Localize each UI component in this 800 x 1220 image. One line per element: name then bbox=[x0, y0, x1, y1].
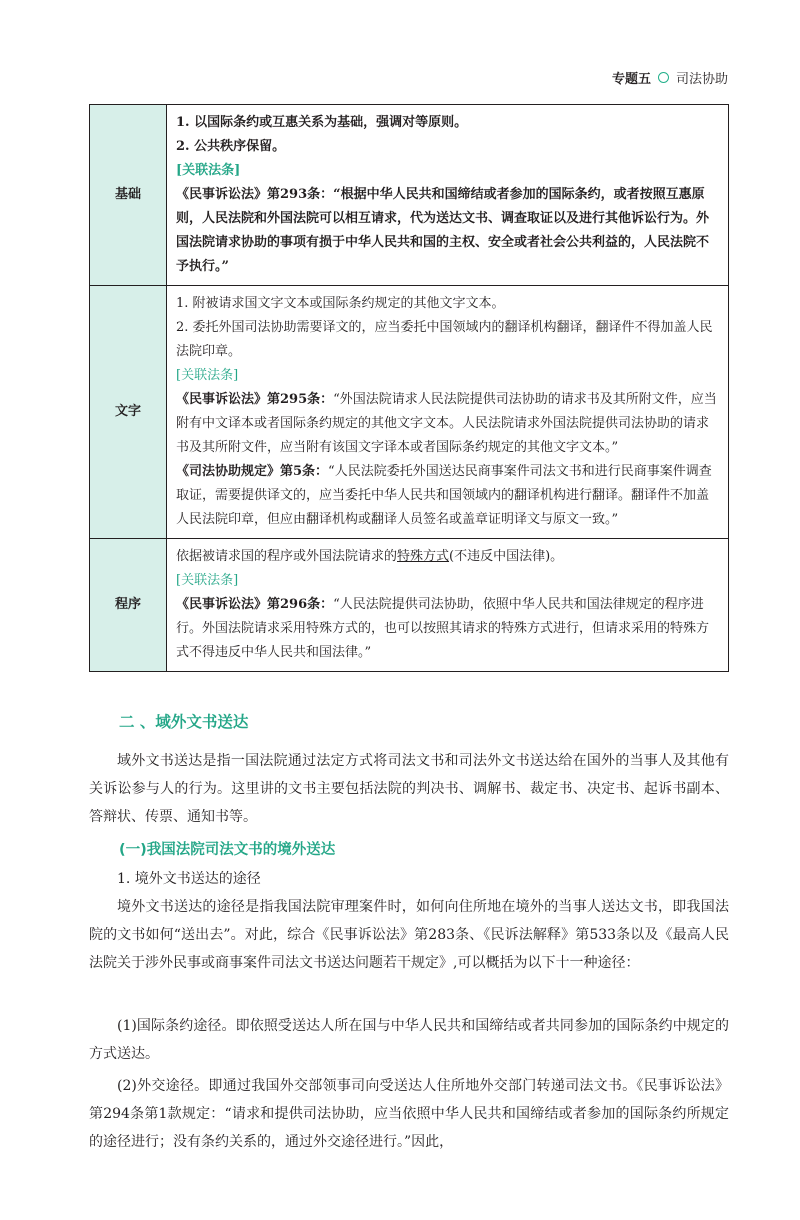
circle-icon bbox=[658, 72, 669, 83]
law-name: 《司法协助规定》第5条： bbox=[176, 464, 329, 479]
section-title: 二 、域外文书送达 bbox=[119, 713, 249, 731]
way-2-paragraph: (2)外交途径。即通过我国外交部领事司向受送达人住所地外交部门转递司法文书。《民事诉讼法》第294条第1款规定：“请求和提供司法协助，应当依照中华人民共和国缔结或者参加的国际条约所规定的途径进行；没有条约关系的，通过外交途径进行。”因此， bbox=[89, 1078, 729, 1150]
related-law-tag: [关联法条] bbox=[176, 368, 239, 383]
item-title: 1. 境外文书送达的途径 bbox=[117, 871, 261, 887]
basis-law-text bbox=[176, 183, 719, 279]
law-name: 《民事诉讼法》第295条： bbox=[176, 392, 334, 407]
law-quote: “人民法院提供司法协助，依照中华人民共和国法律规定的程序进行。外国法院请求采用特殊方式的，也可以按照其请求的特殊方式进行，但请求采用的特殊方式不得违反中华人民共和国法律。” bbox=[176, 597, 710, 660]
row-label-basis: 基础 bbox=[90, 105, 167, 286]
header-topic: 专题五 bbox=[611, 72, 651, 87]
related-law-tag: [关联法条] bbox=[176, 573, 239, 588]
way-1-paragraph: (1)国际条约途径。即依照受送达人所在国与中华人民共和国缔结或者共同参加的国际条约中规定的方式送达。 bbox=[89, 1018, 729, 1062]
language-point-1: 1. 附被请求国文字文本或国际条约规定的其他文字文本。 bbox=[176, 296, 505, 311]
basis-point-1: 1. 以国际条约或互惠关系为基础，强调对等原则。 bbox=[176, 115, 468, 130]
intro-paragraph: 域外文书送达是指一国法院通过法定方式将司法文书和司法外文书送达给在国外的当事人及其他有关诉讼参与人的行为。这里讲的文书主要包括法院的判决书、调解书、裁定书、决定书、起诉书副本、答辩状、传票、通知书等。 bbox=[89, 753, 729, 825]
law-quote: “人民法院委托外国送达民商事案件司法文书和进行民商事案件调查取证，需要提供译文的，应当委托中华人民共和国领域内的翻译机构进行翻译。翻译件不加盖人民法院印章，但应由翻译机构或翻译人员签名或盖章证明译文与原文一致。” bbox=[176, 464, 712, 527]
row-content-procedure bbox=[167, 539, 729, 672]
language-law-text-2 bbox=[176, 460, 719, 532]
row-label-language: 文字 bbox=[90, 286, 167, 539]
related-law-tag: [关联法条] bbox=[176, 163, 241, 178]
language-law-text-1 bbox=[176, 388, 719, 460]
row-label-procedure: 程序 bbox=[90, 539, 167, 672]
item-paragraph: 境外文书送达的途径是指我国法院审理案件时，如何向住所地在境外的当事人送达文书，即我国法院的文书如何“送出去”。对此，综合《民事诉讼法》第283条、《民诉法解释》第533条以及《最高人民法院关于涉外民事或商事案件司法文书送达问题若干规定》,可以概括为以下十一种途径： bbox=[89, 899, 729, 971]
law-quote: “根据中华人民共和国缔结或者参加的国际条约，或者按照互惠原则，人民法院和外国法院可以相互请求，代为送达文书、调查取证以及进行其他诉讼行为。外国法院请求协助的事项有损于中华人民共和国的主权、安全或者社会公共利益的，人民法院不予执行。” bbox=[176, 187, 710, 274]
basis-point-2: 2. 公共秩序保留。 bbox=[176, 139, 286, 154]
procedure-point bbox=[176, 545, 719, 569]
row-content-basis bbox=[167, 105, 729, 286]
procedure-text-a: 依据被请求国的程序或外国法院请求的 bbox=[176, 549, 398, 564]
row-content-language bbox=[167, 286, 729, 539]
procedure-underlined: 特殊方式 bbox=[397, 549, 450, 564]
law-quote: “外国法院请求人民法院提供司法协助的请求书及其所附文件，应当附有中文译本或者国际条约规定的其他文字文本。人民法院请求外国法院提供司法协助的请求书及其所附文件，应当附有该国文字译本或者国际条约规定的其他文字文本。” bbox=[176, 392, 717, 455]
procedure-law-text bbox=[176, 593, 719, 665]
running-header bbox=[612, 68, 728, 87]
law-name: 《民事诉讼法》第296条： bbox=[176, 597, 334, 612]
table-row bbox=[90, 539, 729, 672]
table-row bbox=[90, 286, 729, 539]
judicial-assistance-table bbox=[89, 104, 729, 672]
table-row bbox=[90, 105, 729, 286]
header-title: 司法协助 bbox=[675, 72, 728, 87]
language-point-2: 2. 委托外国司法协助需要译文的，应当委托中国领域内的翻译机构翻译，翻译件不得加盖人民法院印章。 bbox=[176, 320, 713, 359]
procedure-text-b: (不违反中国法律)。 bbox=[449, 549, 564, 564]
law-name: 《民事诉讼法》第293条： bbox=[176, 187, 334, 202]
subsection-title: (一)我国法院司法文书的境外送达 bbox=[119, 842, 336, 858]
